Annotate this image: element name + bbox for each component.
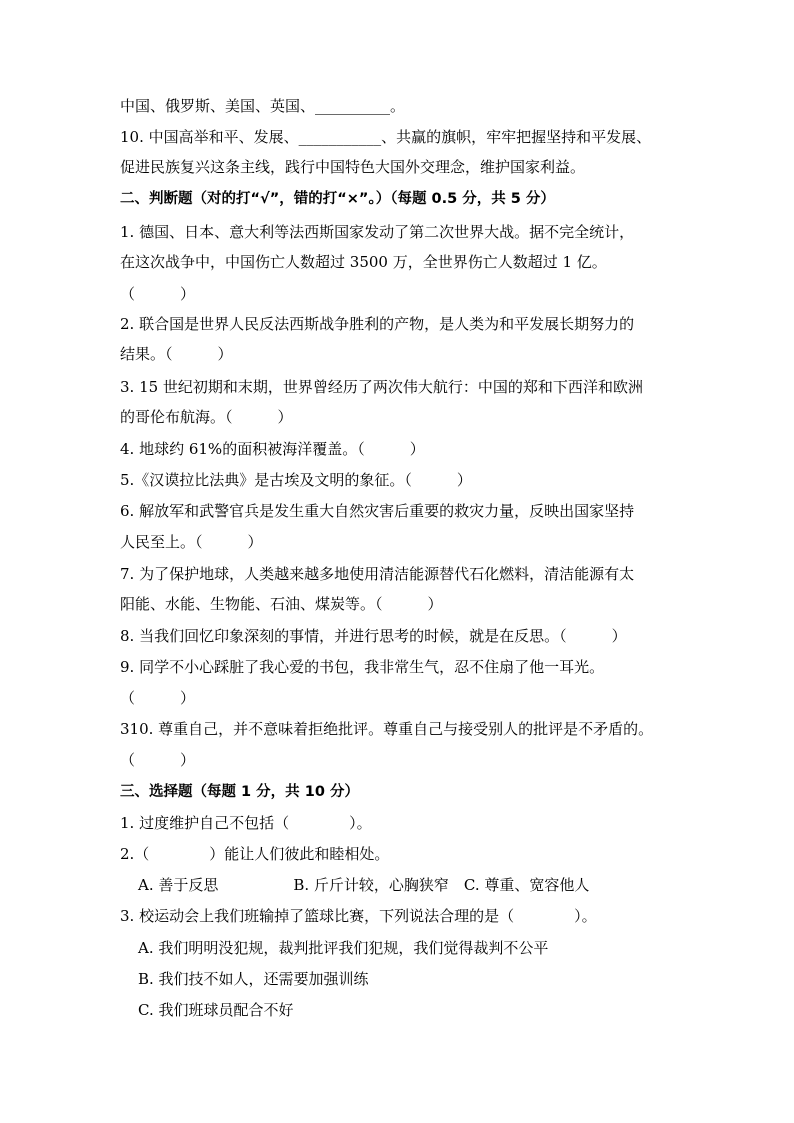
- question-text: 人民至上。（ ）: [120, 533, 263, 551]
- question-text: 7. 为了保护地球，人类越来越多地使用清洁能源替代石化燃料，清洁能源有太: [120, 565, 635, 583]
- choice-option: B. 我们技不如人，还需要加强训练: [138, 970, 369, 988]
- text-line: 中国、俄罗斯、美国、英国、__________。: [120, 97, 406, 115]
- question-text: 310. 尊重自己，并不意味着拒绝批评。尊重自己与接受别人的批评是不矛盾的。: [120, 720, 654, 738]
- question-text: 5.《汉谟拉比法典》是古埃及文明的象征。（ ）: [120, 471, 472, 489]
- question-text: 1. 德国、日本、意大利等法西斯国家发动了第二次世界大战。据不完全统计，: [120, 223, 635, 241]
- text-line: 促进民族复兴这条主线，践行中国特色大国外交理念，维护国家利益。: [120, 158, 586, 176]
- section-heading-multiple-choice: 三、选择题（每题 1 分，共 10 分）: [120, 784, 359, 800]
- choice-option: C. 我们班球员配合不好: [138, 1001, 294, 1019]
- question-text: 结果。（ ）: [120, 345, 233, 363]
- question-text: 的哥伦布航海。（ ）: [120, 408, 293, 426]
- question-text: 9. 同学不小心踩脏了我心爱的书包，我非常生气，忍不住扇了他一耳光。: [120, 658, 605, 676]
- question-text: 3. 校运动会上我们班输掉了篮球比赛，下列说法合理的是（ ）。: [120, 907, 597, 925]
- answer-blank: （ ）: [120, 689, 196, 707]
- question-text: 4. 地球约 61%的面积被海洋覆盖。（ ）: [120, 440, 425, 458]
- choice-options: A. 善于反思 B. 斤斤计较，心胸狭窄 C. 尊重、宽容他人: [138, 876, 590, 894]
- question-text: 6. 解放军和武警官兵是发生重大自然灾害后重要的救灾力量，反映出国家坚持: [120, 502, 635, 520]
- text-line: 10. 中国高举和平、发展、___________、共赢的旗帜，牢牢把握坚持和平发展、: [120, 128, 652, 146]
- answer-blank: （ ）: [120, 285, 196, 303]
- choice-option: A. 我们明明没犯规，裁判批评我们犯规，我们觉得裁判不公平: [138, 939, 549, 957]
- question-text: 阳能、水能、生物能、石油、煤炭等。（ ）: [120, 595, 443, 613]
- question-text: 2.（ ）能让人们彼此和睦相处。: [120, 845, 390, 863]
- question-text: 8. 当我们回忆印象深刻的事情，并进行思考的时候，就是在反思。（ ）: [120, 627, 627, 645]
- question-text: 3. 15 世纪初期和末期，世界曾经历了两次伟大航行：中国的郑和下西洋和欧洲: [120, 378, 643, 396]
- answer-blank: （ ）: [120, 751, 196, 769]
- question-text: 1. 过度维护自己不包括（ ）。: [120, 814, 372, 832]
- question-text: 2. 联合国是世界人民反法西斯战争胜利的产物，是人类为和平发展长期努力的: [120, 315, 635, 333]
- section-heading-true-false: 二、判断题（对的打“√”，错的打“×”。）（每题 0.5 分，共 5 分）: [120, 191, 555, 207]
- question-text: 在这次战争中，中国伤亡人数超过 3500 万，全世界伤亡人数超过 1 亿。: [120, 253, 607, 271]
